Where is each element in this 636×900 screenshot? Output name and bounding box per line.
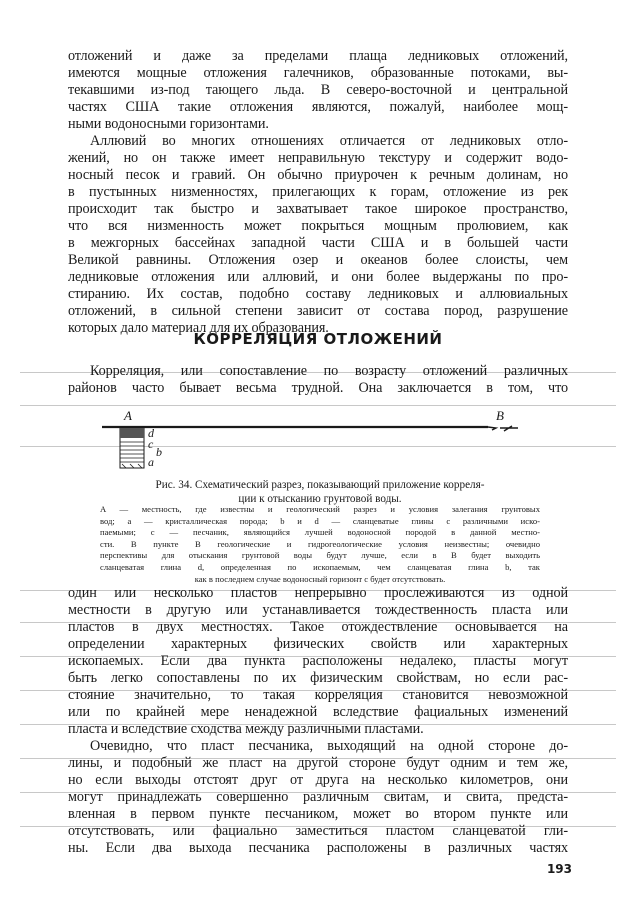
section-heading: КОРРЕЛЯЦИЯ ОТЛОЖЕНИЙ bbox=[193, 330, 443, 348]
text-line: Великой равнины. Отложения озер и океанов более слоисты, чем bbox=[68, 252, 568, 268]
figure-label-a: a bbox=[148, 455, 154, 469]
text-line: частях США такие отложения являются, пожалуй, наиболее мощ- bbox=[68, 99, 568, 115]
text-line: носный песок и гравий. Он обычно приурочен к речным долинам, но bbox=[68, 167, 568, 183]
legend-line: как в последнем случае водоносный горизонт c будет отсутствовать. bbox=[194, 573, 446, 584]
text-line: в межгорных бассейнах западной части США и в большей части bbox=[68, 235, 568, 251]
legend-line: перспективы для отыскания грунтовой воды будут лучше, если в B будет выходить bbox=[100, 550, 540, 561]
paragraph-sandstone-example bbox=[68, 738, 568, 857]
text-line: ны. Если два выхода песчаника расположены в различных частях bbox=[68, 840, 568, 856]
stratigraphic-column bbox=[120, 428, 144, 468]
text-line: стояние значительно, то такая корреляция становится невозможной bbox=[68, 687, 568, 703]
text-line: стиранию. Их состав, подобно составу ледниковых и аллювиальных bbox=[68, 286, 568, 302]
legend-line: A — местность, где известны и геологический разрез и условия залегания грунтовых bbox=[100, 504, 540, 514]
paragraph-correlation-intro bbox=[68, 363, 568, 397]
text-line: определении характерных физических свойств или характерных bbox=[68, 636, 568, 652]
text-line: имеются мощные отложения галечников, образованные потоками, вы- bbox=[68, 65, 568, 81]
caption-line: Рис. 34. Схематический разрез, показывающий приложение корреля- bbox=[155, 479, 485, 491]
text-line: пласта и вследствие сходства между различными пластами. bbox=[68, 721, 424, 737]
text-line: происходит так быстро и захватывает такое широкое пространство, bbox=[68, 201, 568, 217]
text-line: жений, но он также имеет неправильную текстуру и содержит водо- bbox=[68, 150, 568, 166]
legend-line: сти. В пункте B геологические и гидрогеологические условия неизвестны; очевидно bbox=[100, 538, 540, 549]
legend-line: паемыми; c — песчаник, являющийся лучшей водоносной породой в данной местно- bbox=[100, 527, 540, 538]
figure-caption bbox=[100, 478, 540, 506]
text-line: ископаемых. Если два пункта расположены недалеко, пласты могут bbox=[68, 653, 568, 669]
text-line: отложений и даже за пределами плаща ледниковых отложений, bbox=[68, 48, 568, 64]
text-line: лины, и подобный же пласт на другой стороне будут одним и тем же, bbox=[68, 755, 568, 771]
legend-line: вод; a — кристаллическая порода; b и d — сланцеватые глины с различными иско- bbox=[100, 515, 540, 526]
text-line: текавшими из-под тающего льда. В северо-восточной и центральной bbox=[68, 82, 568, 98]
legend-line: сланцеватая глина d, определенная по ископаемым, чем сланцеватая глина b, так bbox=[100, 561, 540, 572]
text-line: или по крайней мере ненадежной вследствие фациальных изменений bbox=[68, 704, 568, 720]
text-line: Аллювий во многих отношениях отличается от ледниковых отло- bbox=[90, 133, 568, 149]
figure-34-cross-section bbox=[100, 404, 540, 474]
text-line: которых дало материал для их образования. bbox=[68, 320, 329, 336]
caption-line: ции к отысканию грунтовой воды. bbox=[238, 493, 402, 505]
text-line: Корреляция, или сопоставление по возрасту отложений различных bbox=[90, 363, 568, 379]
text-line: вленная в первом пункте песчаником, может во втором пункте или bbox=[68, 806, 568, 822]
text-line: ледниковые отложения или аллювий, и они более выдержаны по про- bbox=[68, 269, 568, 285]
text-line: в пустынных низменностях, прилегающих к горам, отложение из рек bbox=[68, 184, 568, 200]
text-line: отсутствовать, или фациально заместиться пластом сланцеватой гли- bbox=[68, 823, 568, 839]
figure-label-A: A bbox=[124, 408, 132, 423]
paragraph-alluvium bbox=[68, 133, 568, 337]
paragraph-correlation-continued bbox=[68, 585, 568, 738]
text-line: быть легко сопоставлены по их физическим свойствам, но если рас- bbox=[68, 670, 568, 686]
figure-label-b: b bbox=[156, 445, 162, 459]
text-line: пластов в двух местностях. Такое отождествление основывается на bbox=[68, 619, 568, 635]
figure-label-B: B bbox=[496, 408, 504, 423]
text-line: местности в другую или устанавливается тождественность пласта или bbox=[68, 602, 568, 618]
text-line: отложений, в сильной степени зависит от состава пород, разрушение bbox=[68, 303, 568, 319]
text-line: районов часто бывает весьма трудной. Она заключается в том, что bbox=[68, 380, 568, 396]
text-line: один или несколько пластов непрерывно прослеживаются из одной bbox=[68, 585, 568, 601]
page-number: 193 bbox=[546, 862, 572, 876]
figure-label-d: d bbox=[148, 426, 154, 440]
text-line: Очевидно, что пласт песчаника, выходящий на одной стороне до- bbox=[90, 738, 568, 754]
text-line: но если выходы отстоят друг от друга на несколько километров, они bbox=[68, 772, 568, 788]
text-line: могут принадлежать совершенно различным свитам, и свита, предста- bbox=[68, 789, 568, 805]
paragraph-glacial-deposits bbox=[68, 48, 568, 133]
figure-label-c: c bbox=[148, 437, 154, 451]
text-line: ными водоносными горизонтами. bbox=[68, 116, 269, 132]
ground-surface-end bbox=[488, 426, 518, 431]
text-line: что вся низменность может покрыться мощным пролювием, как bbox=[68, 218, 568, 234]
figure-legend bbox=[100, 504, 540, 585]
